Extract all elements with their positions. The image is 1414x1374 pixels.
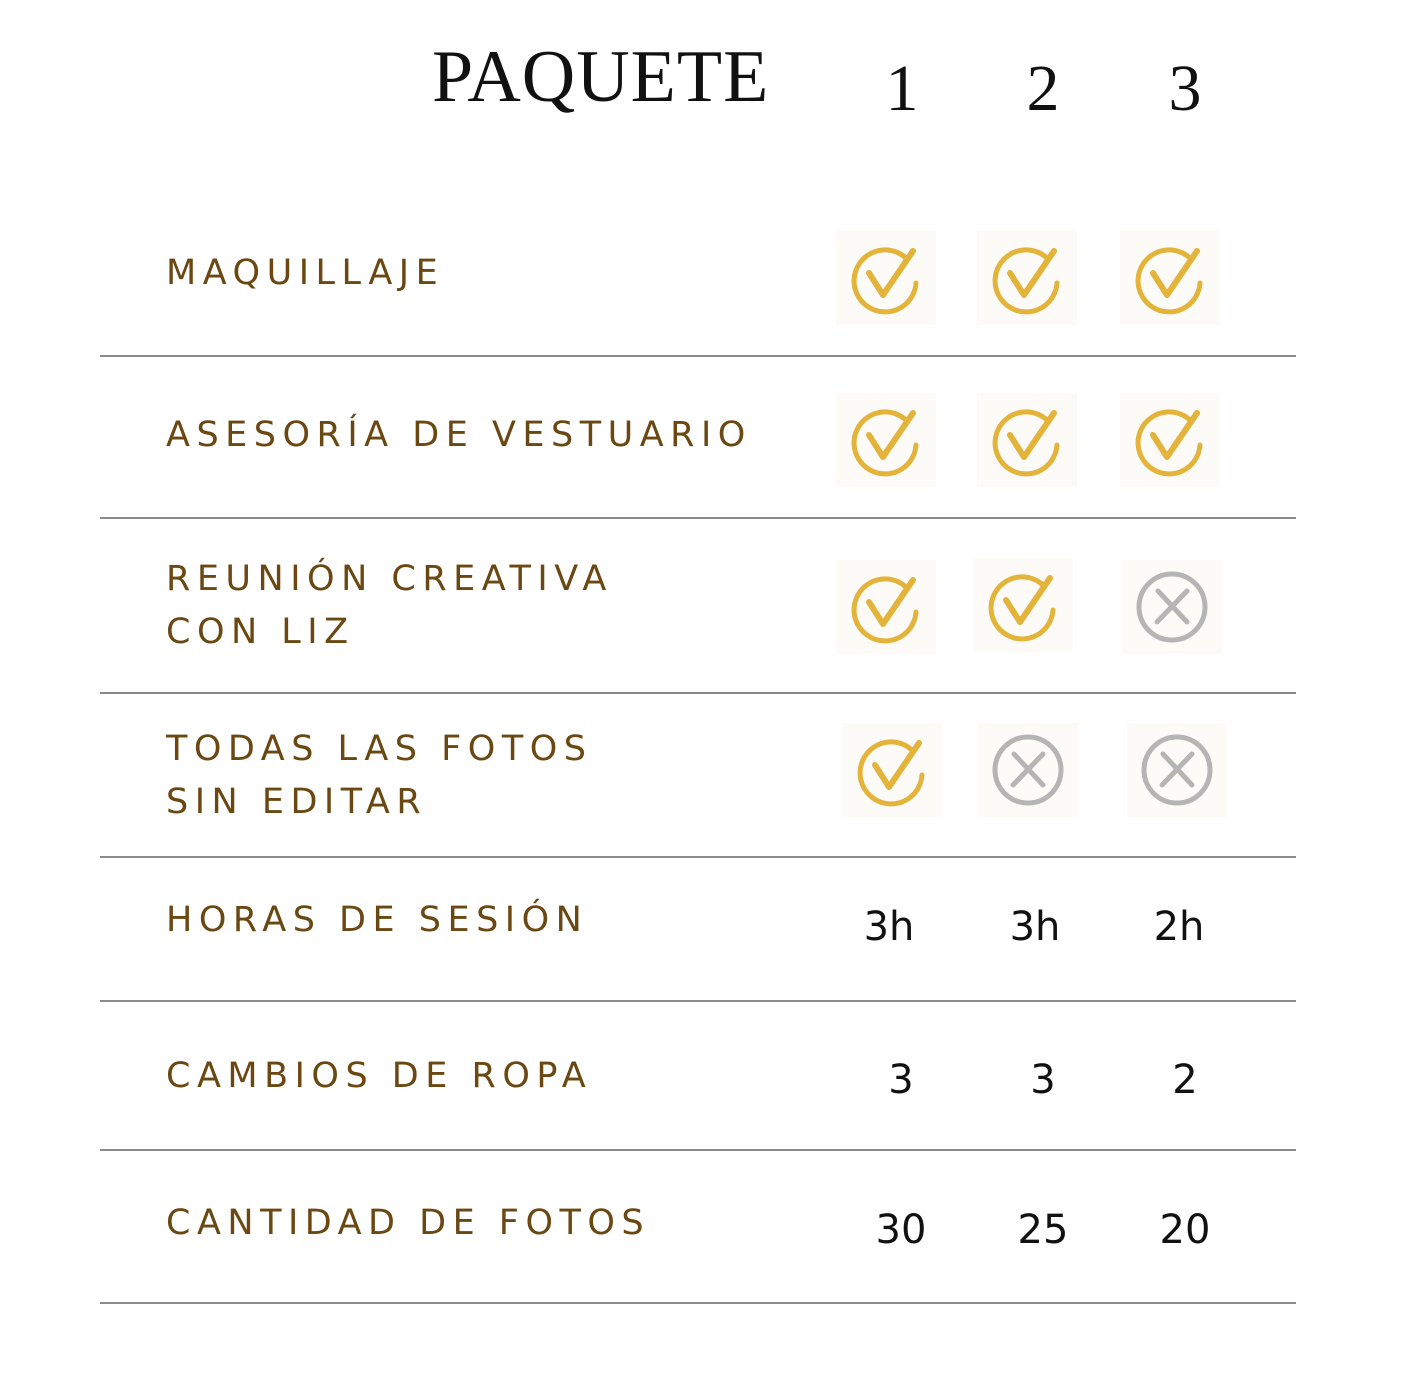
- package-1-cell: [826, 557, 946, 657]
- package-3-heading: 3: [1168, 52, 1202, 125]
- feature-label: CANTIDAD DE FOTOS: [166, 1203, 651, 1243]
- row-divider: [100, 856, 1296, 858]
- check-icon: [977, 231, 1077, 325]
- package-2-value: 3: [1030, 1057, 1056, 1103]
- package-3-cell: [1110, 390, 1230, 490]
- feature-label: REUNIÓN CREATIVA CON LIZ: [166, 559, 613, 652]
- package-3-value: 2h: [1153, 904, 1205, 950]
- row-divider: [100, 1302, 1296, 1304]
- row-divider: [100, 1149, 1296, 1151]
- cross-icon: [1122, 560, 1222, 654]
- package-1-cell: [826, 390, 946, 490]
- check-icon: [973, 558, 1073, 652]
- row-divider: [100, 355, 1296, 357]
- package-2-cell: [967, 228, 1087, 328]
- package-3-cell: [1110, 228, 1230, 328]
- package-3-value: 2: [1172, 1057, 1198, 1103]
- package-3-cell: [1117, 720, 1237, 820]
- package-2-value: 25: [1017, 1207, 1069, 1253]
- package-1-value: 3h: [863, 904, 915, 950]
- package-2-cell: [967, 390, 1087, 490]
- feature-label: TODAS LAS FOTOS SIN EDITAR: [166, 729, 593, 822]
- package-2-value: 3h: [1009, 904, 1061, 950]
- package-1-value: 3: [888, 1057, 914, 1103]
- feature-label: HORAS DE SESIÓN: [166, 900, 589, 940]
- package-1-heading: 1: [885, 52, 919, 125]
- package-1-cell: [832, 720, 952, 820]
- check-icon: [836, 560, 936, 654]
- check-icon: [836, 393, 936, 487]
- cross-icon: [978, 723, 1078, 817]
- check-icon: [1120, 231, 1220, 325]
- package-2-heading: 2: [1026, 52, 1060, 125]
- package-3-value: 20: [1159, 1207, 1211, 1253]
- row-divider: [100, 517, 1296, 519]
- cross-icon: [1127, 723, 1227, 817]
- check-icon: [842, 723, 942, 817]
- feature-label: ASESORÍA DE VESTUARIO: [166, 415, 752, 455]
- check-icon: [977, 393, 1077, 487]
- package-1-value: 30: [875, 1207, 927, 1253]
- package-2-cell: [963, 555, 1083, 655]
- check-icon: [1120, 393, 1220, 487]
- table-header: [0, 0, 1414, 150]
- package-2-cell: [968, 720, 1088, 820]
- package-3-cell: [1112, 557, 1232, 657]
- row-divider: [100, 1000, 1296, 1002]
- row-divider: [100, 692, 1296, 694]
- feature-label: CAMBIOS DE ROPA: [166, 1056, 593, 1096]
- package-1-cell: [826, 228, 946, 328]
- check-icon: [836, 231, 936, 325]
- page-title: PAQUETE: [432, 36, 770, 118]
- feature-label: MAQUILLAJE: [166, 253, 445, 293]
